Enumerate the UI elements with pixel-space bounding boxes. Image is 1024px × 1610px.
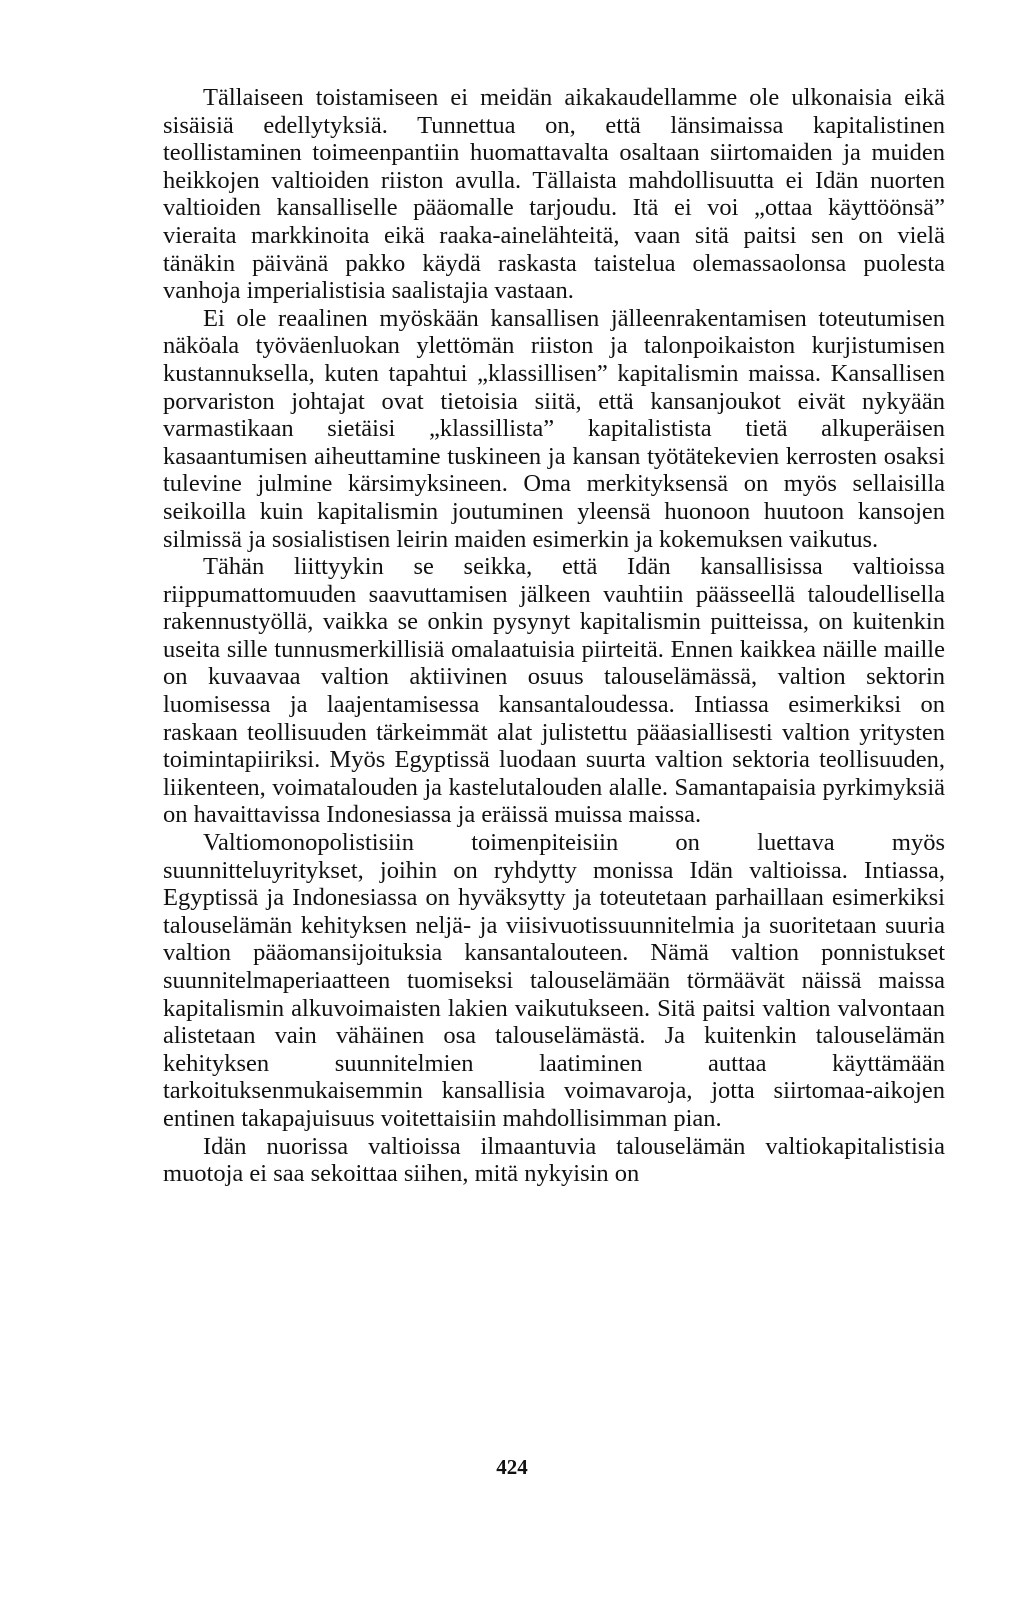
paragraph-3: Tähän liittyykin se seikka, että Idän kansallisissa valtioissa riippumattomuuden saavuttamisen jälkeen vauhtiin päässeellä taloudellisella rakennustyöllä, vaikka se onkin pysynyt kapitalismin puitteissa, on kuitenkin useita sille tunnusmerkillisiä omalaatuisia piirteitä. Ennen kaikkea näille maille on kuvaavaa valtion aktiivinen osuus talouselämässä, valtion sektorin luomisessa ja laajentamisessa kansantaloudessa. Intiassa esimerkiksi on raskaan teollisuuden tärkeimmät alat julistettu pääasiallisesti valtion yritysten toimintapiiriksi. Myös Egyptissä luodaan suurta valtion sektoria teollisuuden, liikenteen, voimatalouden ja kastelutalouden alalle. Samantapaisia pyrkimyksiä on havaittavissa Indonesiassa ja eräissä muissa maissa. bbox=[163, 553, 945, 829]
paragraph-2: Ei ole reaalinen myöskään kansallisen jälleenrakentamisen toteutumisen näköala työväenluokan ylettömän riiston ja talonpoikaiston kurjistumisen kustannuksella, kuten tapahtui „klassillisen” kapitalismin maissa. Kansallisen porvariston johtajat ovat tietoisia siitä, että kansanjoukot eivät nykyään varmastikaan sietäisi „klassillista” kapitalistista tietä alkuperäisen kasaantumisen aiheuttamine tuskineen ja kansan työtätekevien kerrosten osaksi tulevine julmine kärsimyksineen. Oma merkityksensä on myös sellaisilla seikoilla kuin kapitalismin joutuminen yleensä huonoon huutoon kansojen silmissä ja sosialistisen leirin maiden esimerkin ja kokemuksen vaikutus. bbox=[163, 304, 945, 553]
paragraph-5: Idän nuorissa valtioissa ilmaantuvia talouselämän valtiokapitalistisia muotoja ei saa sekoittaa siihen, mitä nykyisin on bbox=[163, 1132, 945, 1188]
page-number: 424 bbox=[496, 1455, 528, 1479]
body-text bbox=[163, 84, 945, 1188]
paragraph-1: Tällaiseen toistamiseen ei meidän aikakaudellamme ole ulkonaisia eikä sisäisiä edellytyksiä. Tunnettua on, että länsimaissa kapitalistinen teollistaminen toimeenpantiin huomattavalta osaltaan siirtomaiden ja muiden heikkojen valtioiden riiston avulla. Tällaista mahdollisuutta ei Idän nuorten valtioiden kansalliselle pääomalle tarjoudu. Itä ei voi „ottaa käyttöönsä” vieraita markkinoita eikä raaka-ainelähteitä, vaan sitä paitsi sen on vielä tänäkin päivänä pakko käydä raskasta taistelua olemassaolonsa puolesta vanhoja imperialistisia saalistajia vastaan. bbox=[163, 84, 945, 305]
paragraph-4: Valtiomonopolistisiin toimenpiteisiin on luettava myös suunnitteluyritykset, joihin on ryhdytty monissa Idän valtioissa. Intiassa, Egyptissä ja Indonesiassa on hyväksytty ja toteutetaan parhaillaan esimerkiksi talouselämän kehityksen neljä- ja viisivuotissuunnitelmia ja suoritetaan suuria valtion pääomansijoituksia kansantalouteen. Nämä valtion ponnistukset suunnitelmaperiaatteen tuomiseksi talouselämään törmäävät näissä maissa kapitalismin alkuvoimaisten lakien vaikutukseen. Sitä paitsi valtion valvontaan alistetaan vain vähäinen osa talouselämästä. Ja kuitenkin talouselämän kehityksen suunnitelmien laatiminen auttaa käyttämään tarkoituksenmukaisemmin kansallisia voimavaroja, jotta siirtomaa-aikojen entinen takapajuisuus voitettaisiin mahdollisimman pian. bbox=[163, 829, 945, 1132]
